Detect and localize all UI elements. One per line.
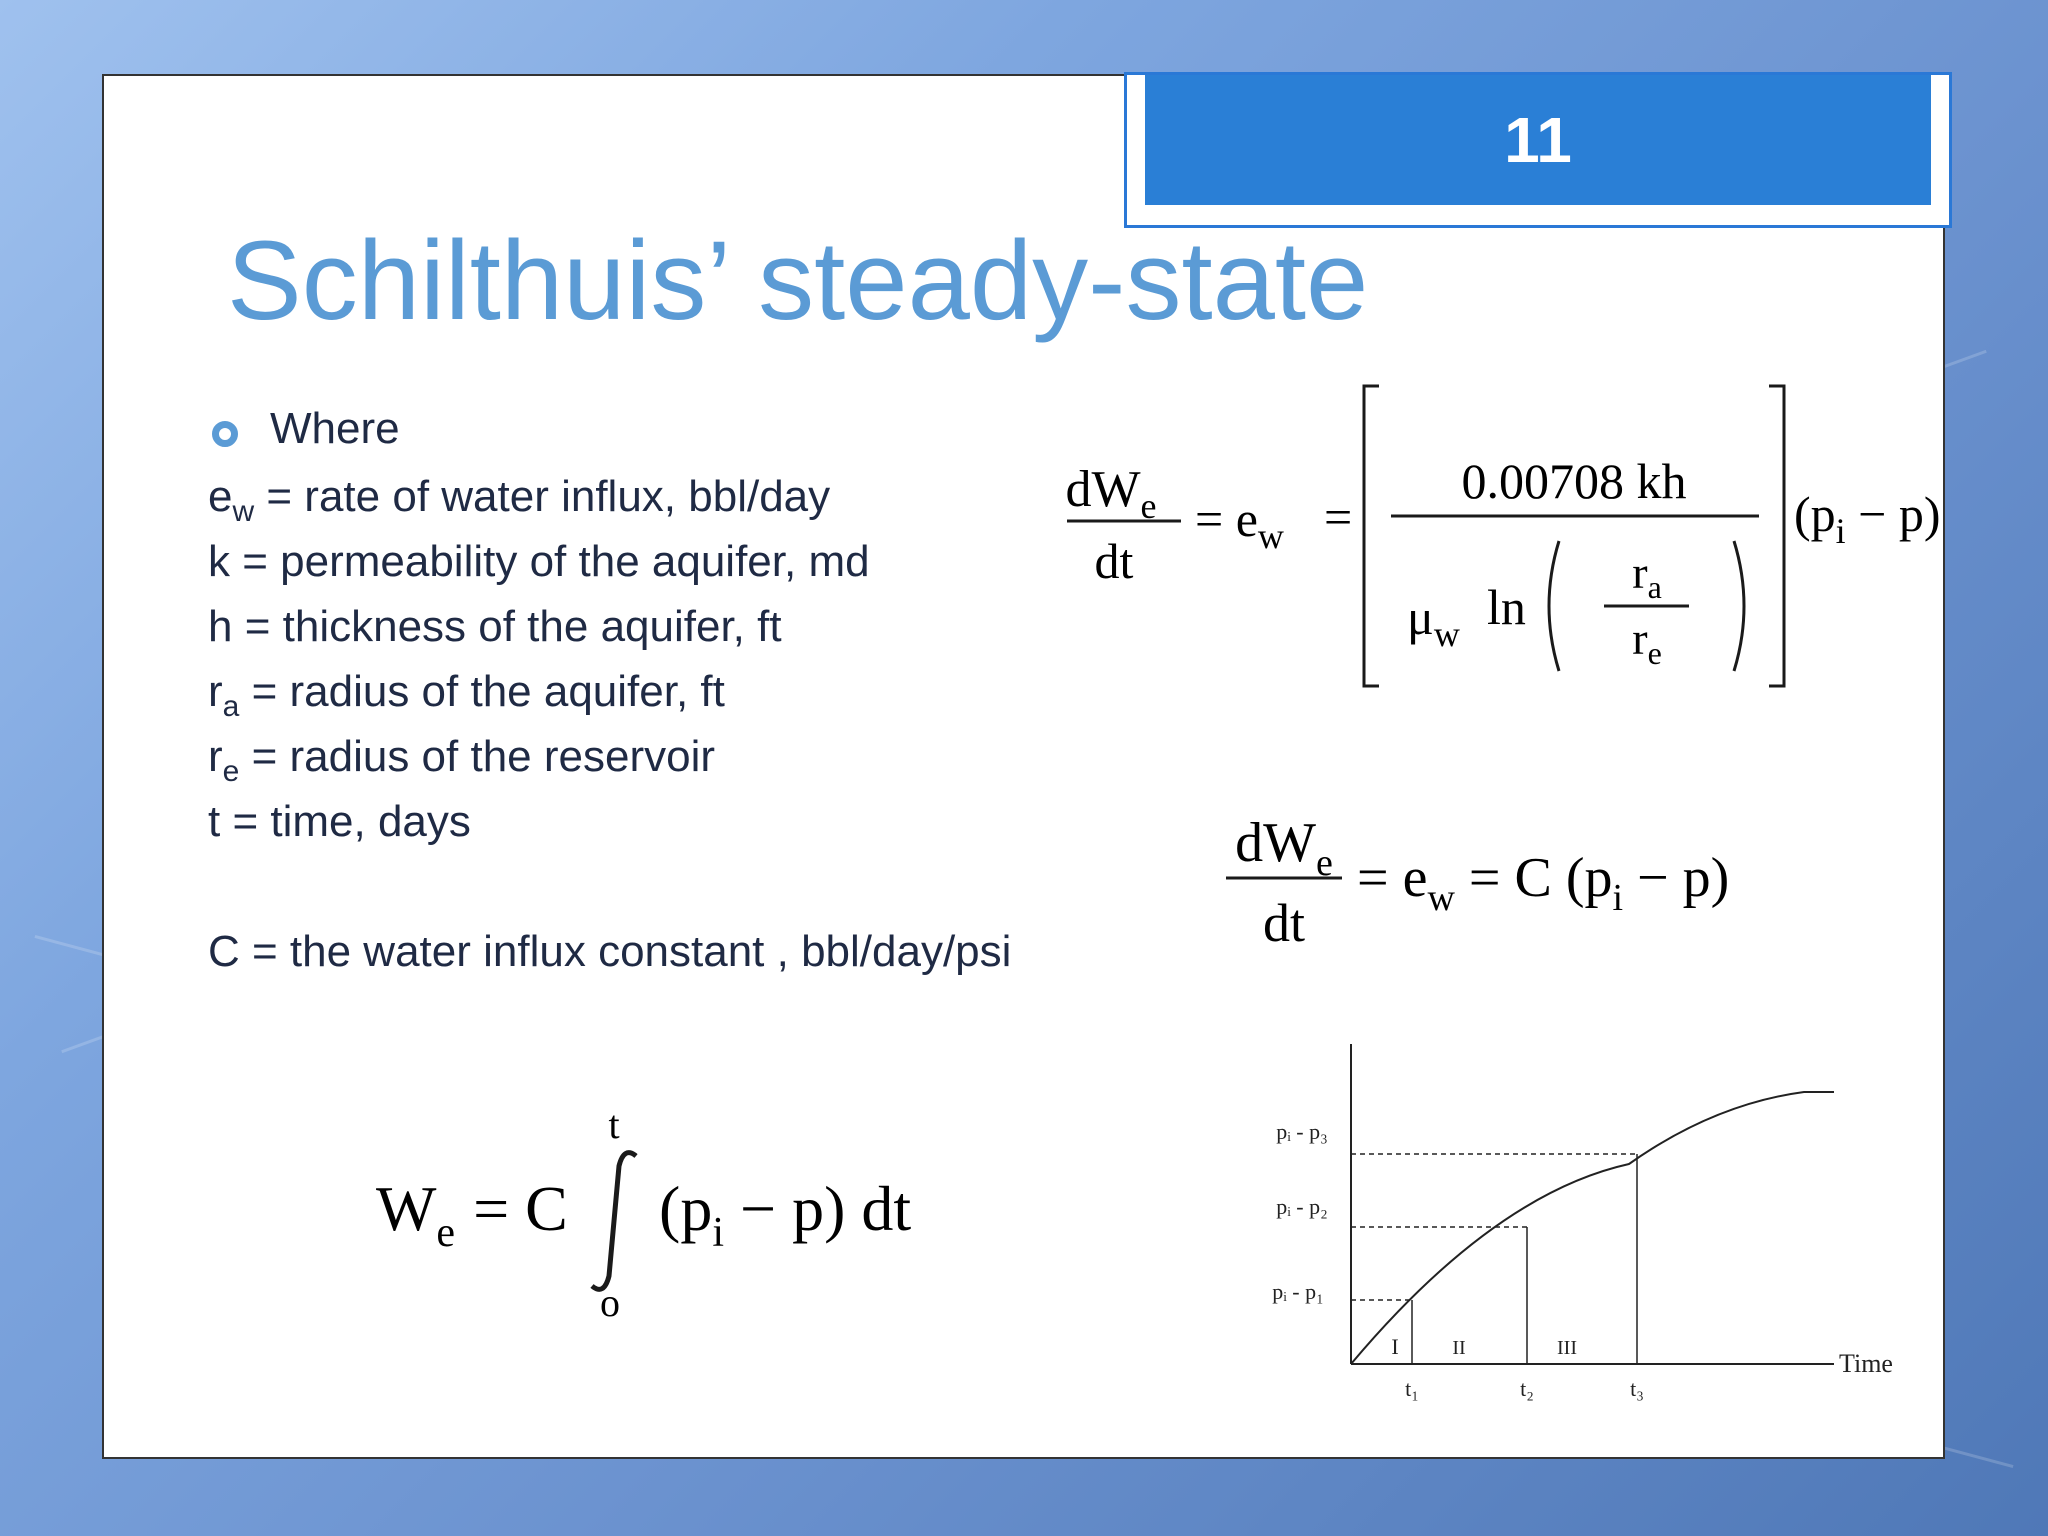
eq1-ra: $r_a$ [1632, 547, 1662, 605]
chart-xlabel-t1: t₁ [1405, 1376, 1419, 1401]
eq3-lhs: $W_e = C$ [376, 1173, 568, 1256]
definition-ra: $r_a$ = radius of the aquifer, ft [208, 667, 725, 723]
chart-ylabel-p2: pᵢ - p₂ [1276, 1194, 1328, 1219]
integral-sign-icon [592, 1153, 636, 1290]
chart-region-2: II [1452, 1337, 1466, 1359]
eq1-fraction-numerator: 0.00708 kh [1461, 453, 1687, 509]
definition-ew: $e_w$ = rate of water influx, bbl/day [208, 472, 831, 528]
eq1-lhs-numerator: $dW_e$ [1065, 461, 1157, 526]
eq1-right-bracket [1769, 386, 1784, 686]
eq1-mu: $\mu_w$ [1407, 589, 1460, 654]
definition-k: k = permeability of the aquifer, md [208, 537, 870, 586]
bullet-icon [212, 421, 238, 447]
chart-region-1: I [1391, 1334, 1399, 1359]
definition-re: $r_e$ = radius of the reservoir [208, 732, 716, 788]
equation-influx-rate [1059, 366, 1979, 706]
eq2-numerator: $dW_e$ [1235, 812, 1333, 884]
slide-canvas [102, 74, 1945, 1459]
chart-curve [1351, 1092, 1834, 1364]
eq3-integrand: $(p_i - p)$ dt [659, 1173, 912, 1256]
eq1-lhs-denominator: dt [1094, 533, 1134, 589]
slide-title: Schilthuis’ steady-state [227, 218, 1369, 343]
slide-number-banner [1145, 75, 1931, 205]
eq1-re: $r_e$ [1632, 613, 1662, 671]
eq1-tail: $(p_i - p)$ [1794, 486, 1941, 551]
definition-h: h = thickness of the aquifer, ft [208, 602, 782, 651]
equation-cumulative-influx [364, 1076, 1084, 1336]
chart-ylabel-p1: pᵢ - p₁ [1272, 1279, 1324, 1304]
definition-t: t = time, days [208, 797, 471, 846]
eq2-denominator: dt [1262, 893, 1306, 953]
chart-region-3: III [1557, 1337, 1577, 1359]
slide-number-box [1124, 72, 1952, 228]
equation-influx-constant [1214, 766, 1984, 1006]
eq1-left-bracket [1364, 386, 1379, 686]
slide-number: 11 [1504, 104, 1572, 176]
eq1-ln: ln [1487, 579, 1526, 635]
chart-x-axis-label: Time [1839, 1349, 1893, 1378]
chart-xlabel-t3: t₃ [1630, 1376, 1644, 1401]
eq1-equals-ew: = $e_w$ [1195, 491, 1284, 556]
bullet-text: Where [270, 404, 400, 453]
eq1-equals: = [1324, 489, 1353, 545]
pressure-drop-time-chart [1234, 1024, 1914, 1404]
eq3-upper-limit: t [608, 1102, 620, 1147]
eq3-lower-limit: o [600, 1280, 620, 1325]
chart-xlabel-t2: t₂ [1520, 1376, 1534, 1401]
eq2-rhs: = $e_w = C$ $(p_i - p)$ [1357, 847, 1730, 919]
constant-definition: C = the water influx constant , bbl/day/psi [208, 927, 1012, 976]
chart-ylabel-p3: pᵢ - p₃ [1276, 1119, 1328, 1144]
